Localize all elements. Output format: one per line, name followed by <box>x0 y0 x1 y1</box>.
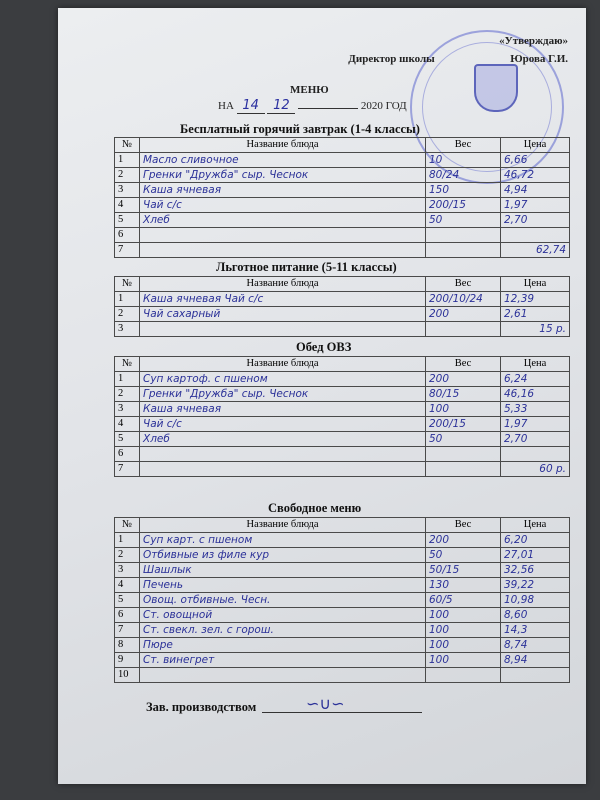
dish-price: 2,61 <box>501 307 570 322</box>
table-row <box>115 563 570 578</box>
dish-name: Суп карт. с пшеном <box>140 533 426 548</box>
row-number: 1 <box>115 292 140 307</box>
dish-price: 6,20 <box>501 533 570 548</box>
dish-weight: 50/15 <box>426 563 501 578</box>
row-number: 6 <box>115 228 140 243</box>
table-row <box>115 548 570 563</box>
row-number: 10 <box>115 668 140 683</box>
row-number: 1 <box>115 153 140 168</box>
dish-weight: 200/15 <box>426 417 501 432</box>
dish-weight <box>426 668 501 683</box>
date-day: 14 <box>237 98 265 114</box>
column-header-name: Название блюда <box>140 277 426 292</box>
table-row <box>115 608 570 623</box>
director-line <box>348 50 568 68</box>
dish-name: Гренки "Дружба" сыр. Чеснок <box>140 387 426 402</box>
dish-price: 4,94 <box>501 183 570 198</box>
dish-price: 5,33 <box>501 402 570 417</box>
dish-name <box>140 228 426 243</box>
dish-weight: 100 <box>426 608 501 623</box>
dish-name: Пюре <box>140 638 426 653</box>
dish-price: 1,97 <box>501 198 570 213</box>
dish-name <box>140 243 426 258</box>
column-header-weight: Вес <box>426 357 501 372</box>
discount-title: Льготное питание (5-11 классы) <box>216 260 397 274</box>
school-crest-icon <box>474 64 518 112</box>
row-number: 2 <box>115 387 140 402</box>
row-number: 9 <box>115 653 140 668</box>
row-number: 7 <box>115 462 140 477</box>
date-suffix: 2020 ГОД <box>360 100 407 112</box>
row-number: 2 <box>115 548 140 563</box>
row-number: 6 <box>115 608 140 623</box>
dish-weight: 80/15 <box>426 387 501 402</box>
table-row <box>115 183 570 198</box>
dish-name: Каша ячневая <box>140 183 426 198</box>
dish-weight: 10 <box>426 153 501 168</box>
column-header-num: № <box>115 357 140 372</box>
dish-weight: 80/24 <box>426 168 501 183</box>
table-row <box>115 387 570 402</box>
column-header-name: Название блюда <box>140 518 426 533</box>
dish-price: 1,97 <box>501 417 570 432</box>
column-header-price: Цена <box>501 357 570 372</box>
dish-weight: 50 <box>426 548 501 563</box>
dish-weight: 200 <box>426 372 501 387</box>
table-row <box>115 168 570 183</box>
dish-weight: 100 <box>426 653 501 668</box>
dish-name: Масло сливочное <box>140 153 426 168</box>
table-row <box>115 322 570 337</box>
footer-label: Зав. производством <box>146 700 257 714</box>
table-row <box>115 198 570 213</box>
table-row <box>115 213 570 228</box>
table-row <box>115 578 570 593</box>
dish-weight <box>426 243 501 258</box>
dish-name <box>140 668 426 683</box>
signature-icon: ∽∪∽ <box>306 694 345 713</box>
footer <box>146 700 422 715</box>
dish-price: 8,94 <box>501 653 570 668</box>
director-name: Юрова Г.И. <box>510 53 568 65</box>
table-header-row <box>115 138 570 153</box>
dish-weight: 60/5 <box>426 593 501 608</box>
dish-name: Чай с/с <box>140 198 426 213</box>
row-number: 7 <box>115 623 140 638</box>
column-header-name: Название блюда <box>140 357 426 372</box>
dish-price: 32,56 <box>501 563 570 578</box>
date-prefix: НА <box>218 100 234 112</box>
dish-name: Каша ячневая Чай с/с <box>140 292 426 307</box>
dish-name: Хлеб <box>140 213 426 228</box>
dish-name <box>140 322 426 337</box>
dish-weight <box>426 228 501 243</box>
table-row <box>115 432 570 447</box>
dish-price: 8,60 <box>501 608 570 623</box>
dish-name: Гренки "Дружба" сыр. Чеснок <box>140 168 426 183</box>
dish-weight <box>426 447 501 462</box>
dish-price: 14,3 <box>501 623 570 638</box>
table-row <box>115 402 570 417</box>
dish-price: 39,22 <box>501 578 570 593</box>
dish-price: 8,74 <box>501 638 570 653</box>
dish-price: 15 р. <box>501 322 570 337</box>
table-row <box>115 228 570 243</box>
dish-name: Ст. винегрет <box>140 653 426 668</box>
row-number: 3 <box>115 563 140 578</box>
dish-weight: 200 <box>426 533 501 548</box>
dish-price: 62,74 <box>501 243 570 258</box>
director-title: Директор школы <box>348 53 435 65</box>
table-header-row <box>115 518 570 533</box>
dish-weight: 200/10/24 <box>426 292 501 307</box>
dish-name: Хлеб <box>140 432 426 447</box>
dish-price: 12,39 <box>501 292 570 307</box>
dish-weight <box>426 462 501 477</box>
dish-price: 46,72 <box>501 168 570 183</box>
column-header-price: Цена <box>501 277 570 292</box>
dish-name <box>140 462 426 477</box>
dish-price: 2,70 <box>501 213 570 228</box>
table-row <box>115 593 570 608</box>
ovz-title: Обед ОВЗ <box>296 340 352 354</box>
row-number: 2 <box>115 307 140 322</box>
row-number: 3 <box>115 322 140 337</box>
column-header-weight: Вес <box>426 518 501 533</box>
table-row <box>115 307 570 322</box>
table-row <box>115 153 570 168</box>
dish-name: Овощ. отбивные. Чесн. <box>140 593 426 608</box>
table-row <box>115 668 570 683</box>
row-number: 4 <box>115 578 140 593</box>
approve-label: «Утверждаю» <box>499 35 568 47</box>
dish-name: Каша ячневая <box>140 402 426 417</box>
table-row <box>115 372 570 387</box>
column-header-weight: Вес <box>426 138 501 153</box>
table-row <box>115 462 570 477</box>
dish-weight: 130 <box>426 578 501 593</box>
approval-block <box>348 32 568 68</box>
row-number: 3 <box>115 183 140 198</box>
dish-price <box>501 668 570 683</box>
dish-price <box>501 447 570 462</box>
date-month: 12 <box>267 98 295 114</box>
table-row <box>115 417 570 432</box>
ovz-table <box>114 356 570 477</box>
dish-weight: 100 <box>426 623 501 638</box>
table-row <box>115 292 570 307</box>
column-header-price: Цена <box>501 138 570 153</box>
row-number: 6 <box>115 447 140 462</box>
dish-weight <box>426 322 501 337</box>
dish-name: Ст. свекл. зел. с горош. <box>140 623 426 638</box>
column-header-price: Цена <box>501 518 570 533</box>
table-header-row <box>115 277 570 292</box>
table-row <box>115 653 570 668</box>
menu-date <box>218 98 407 114</box>
table-row <box>115 447 570 462</box>
row-number: 4 <box>115 198 140 213</box>
dish-price: 10,98 <box>501 593 570 608</box>
table-header-row <box>115 357 570 372</box>
row-number: 5 <box>115 213 140 228</box>
dish-weight: 150 <box>426 183 501 198</box>
dish-price: 60 р. <box>501 462 570 477</box>
dish-name: Ст. овощной <box>140 608 426 623</box>
menu-sheet <box>58 8 586 784</box>
row-number: 7 <box>115 243 140 258</box>
row-number: 3 <box>115 402 140 417</box>
free-table <box>114 517 570 683</box>
row-number: 2 <box>115 168 140 183</box>
table-row <box>115 623 570 638</box>
dish-weight: 100 <box>426 638 501 653</box>
dish-weight: 200/15 <box>426 198 501 213</box>
dish-name: Чай сахарный <box>140 307 426 322</box>
dish-weight: 50 <box>426 213 501 228</box>
row-number: 1 <box>115 533 140 548</box>
dish-price: 27,01 <box>501 548 570 563</box>
column-header-weight: Вес <box>426 277 501 292</box>
table-row <box>115 533 570 548</box>
row-number: 8 <box>115 638 140 653</box>
column-header-num: № <box>115 138 140 153</box>
breakfast-table <box>114 137 570 258</box>
table-row <box>115 243 570 258</box>
dish-name: Чай с/с <box>140 417 426 432</box>
dish-name <box>140 447 426 462</box>
dish-weight: 100 <box>426 402 501 417</box>
dish-price <box>501 228 570 243</box>
dish-weight: 50 <box>426 432 501 447</box>
dish-name: Отбивные из филе кур <box>140 548 426 563</box>
free-title: Свободное меню <box>268 501 362 515</box>
dish-name: Суп картоф. с пшеном <box>140 372 426 387</box>
menu-title: МЕНЮ <box>290 84 329 96</box>
row-number: 5 <box>115 432 140 447</box>
column-header-name: Название блюда <box>140 138 426 153</box>
dish-price: 46,16 <box>501 387 570 402</box>
row-number: 1 <box>115 372 140 387</box>
column-header-num: № <box>115 277 140 292</box>
discount-table <box>114 276 570 337</box>
dish-price: 6,66 <box>501 153 570 168</box>
table-row <box>115 638 570 653</box>
dish-name: Шашлык <box>140 563 426 578</box>
dish-weight: 200 <box>426 307 501 322</box>
row-number: 5 <box>115 593 140 608</box>
breakfast-title: Бесплатный горячий завтрак (1-4 классы) <box>180 122 420 136</box>
column-header-num: № <box>115 518 140 533</box>
row-number: 4 <box>115 417 140 432</box>
dish-price: 2,70 <box>501 432 570 447</box>
dish-name: Печень <box>140 578 426 593</box>
dish-price: 6,24 <box>501 372 570 387</box>
